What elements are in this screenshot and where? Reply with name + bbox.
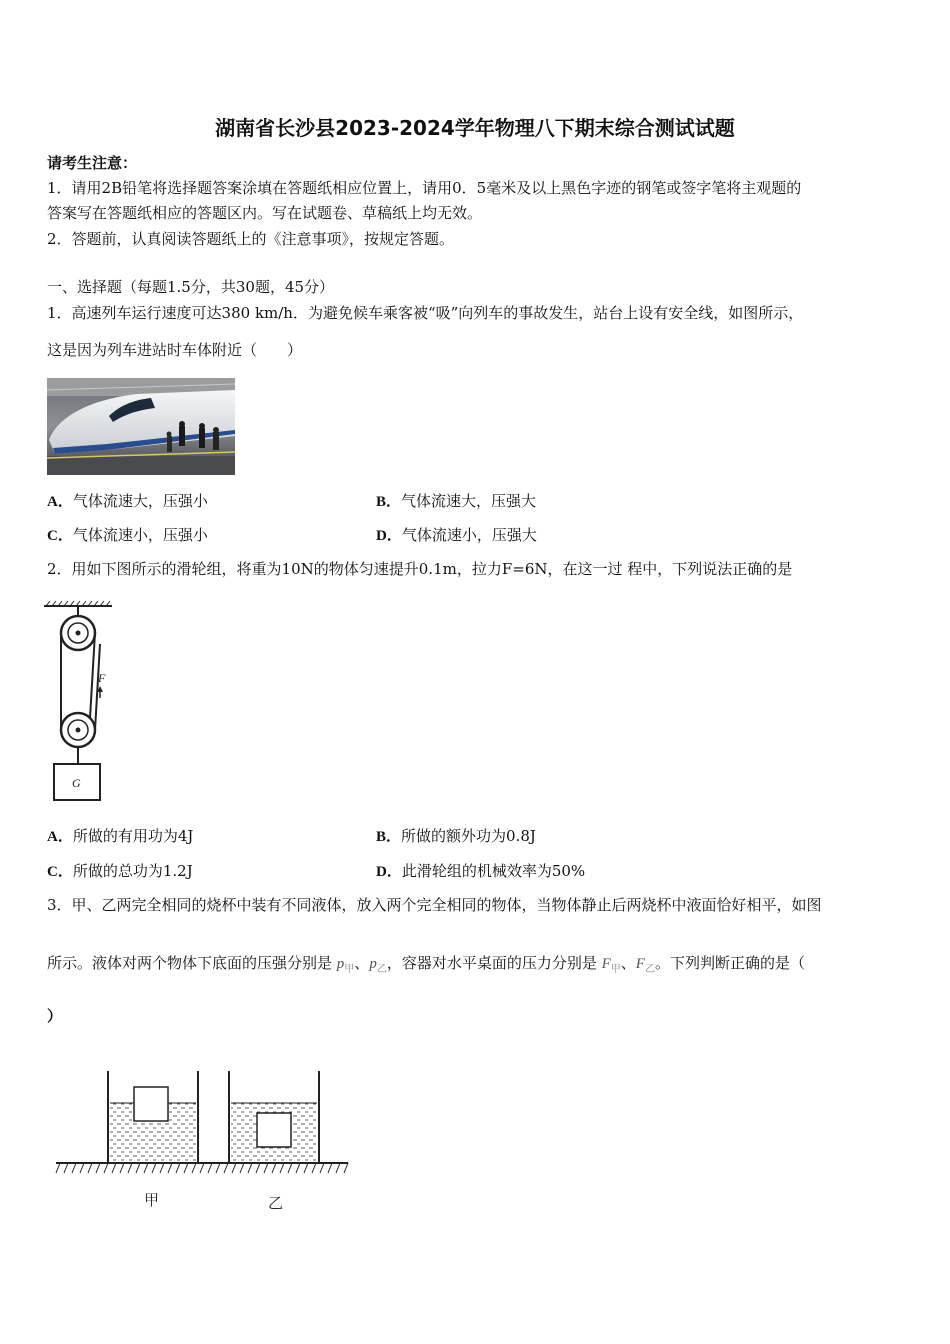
f-yi-symbol [635,956,655,975]
q1-option-c-text: 气体流速小，压强小 [72,526,208,544]
q2-option-a-text: 所做的有用功为4J [72,827,194,845]
p-yi-subscript: 乙 [376,964,387,975]
p-jia-symbol [336,956,355,975]
notice-line-2: 2．答题前，认真阅读答题纸上的《注意事项》，按规定答题。 [47,230,455,248]
q3-line2-post: 。下列判断正确的是（ [654,954,805,972]
notice-line-1b: 答案写在答题纸相应的答题区内。写在试题卷、草稿纸上均无效。 [47,204,483,222]
q1-text-line1: 1．高速列车运行速度可达380 km/h．为避免候车乘客被“吸”向列车的事故发生，站台上设有安全线，如图所示， [47,304,804,322]
q2-option-d-label: D． [376,864,402,880]
q1-option-d-label: D． [376,528,402,544]
beaker-diagram [52,1065,352,1215]
beaker-label-jia: 甲 [144,1191,160,1209]
q1-option-a-label: A． [47,494,73,510]
q1-option-a-text: 气体流速大，压强小 [72,492,208,510]
q2-option-d-text: 此滑轮组的机械效率为50% [401,862,586,880]
page-title: 湖南省长沙县2023-2024学年物理八下期末综合测试试题 [215,116,735,140]
q2-option-a[interactable] [47,825,193,846]
q1-option-c-label: C． [47,528,73,544]
f-yi-subscript: 乙 [644,964,655,975]
pulley-diagram [42,600,122,805]
f-jia-letter: F [601,956,611,972]
q1-option-b[interactable] [376,490,536,511]
q1-option-b-text: 气体流速大，压强大 [401,492,537,510]
q2-option-a-label: A． [47,829,73,845]
q3-text-line2 [47,952,805,975]
q2-option-b-text: 所做的额外功为0.8J [401,827,536,845]
q3-text-line3: ） [47,1007,63,1025]
q2-option-b[interactable] [376,825,536,846]
q2-text-line1: 2．用如下图所示的滑轮组，将重为10N的物体匀速提升0.1m，拉力F=6N，在这一过 程中，下列说法正确的是 [47,560,793,578]
beaker-label-yi: 乙 [268,1194,284,1212]
notice-line-1a: 1．请用2B铅笔将选择题答案涂填在答题纸相应位置上，请用0．5毫米及以上黑色字迹的钢笔或签字笔将主观题的 [47,179,802,197]
p-yi-symbol [369,956,387,975]
f-jia-subscript: 甲 [610,964,621,975]
q2-option-b-label: B． [376,829,402,845]
q2-option-c-text: 所做的总功为1.2J [72,862,193,880]
p-jia-letter: p [336,956,345,972]
f-yi-letter: F [635,956,645,972]
q1-option-d-text: 气体流速小，压强大 [401,526,537,544]
q3-sep-1: 、 [354,954,370,972]
q3-line2-mid: ，容器对水平桌面的压力分别是 [386,954,597,972]
q1-text-line2: 这是因为列车进站时车体附近（ ） [47,341,303,359]
notice-heading: 请考生注意： [47,154,138,172]
q1-option-b-label: B． [376,494,402,510]
p-yi-letter: p [369,956,377,972]
section-heading: 一、选择题（每题1.5分，共30题，45分） [47,278,335,296]
q2-option-c-label: C． [47,864,73,880]
q2-option-d[interactable] [376,860,585,881]
train-photo [47,378,235,475]
q3-line2-pre: 所示。液体对两个物体下底面的压强分别是 [47,954,333,972]
weight-label: G [72,776,81,790]
p-jia-subscript: 甲 [344,964,355,975]
f-jia-symbol [601,956,621,975]
force-label: F [98,671,106,685]
q1-option-d[interactable] [376,524,537,545]
q3-text-line1: 3．甲、乙两完全相同的烧杯中装有不同液体，放入两个完全相同的物体，当物体静止后两烧杯中液面恰好相平，如图 [47,896,822,914]
q3-sep-2: 、 [620,954,636,972]
q1-option-a[interactable] [47,490,208,511]
q1-option-c[interactable] [47,524,208,545]
q2-option-c[interactable] [47,860,193,881]
